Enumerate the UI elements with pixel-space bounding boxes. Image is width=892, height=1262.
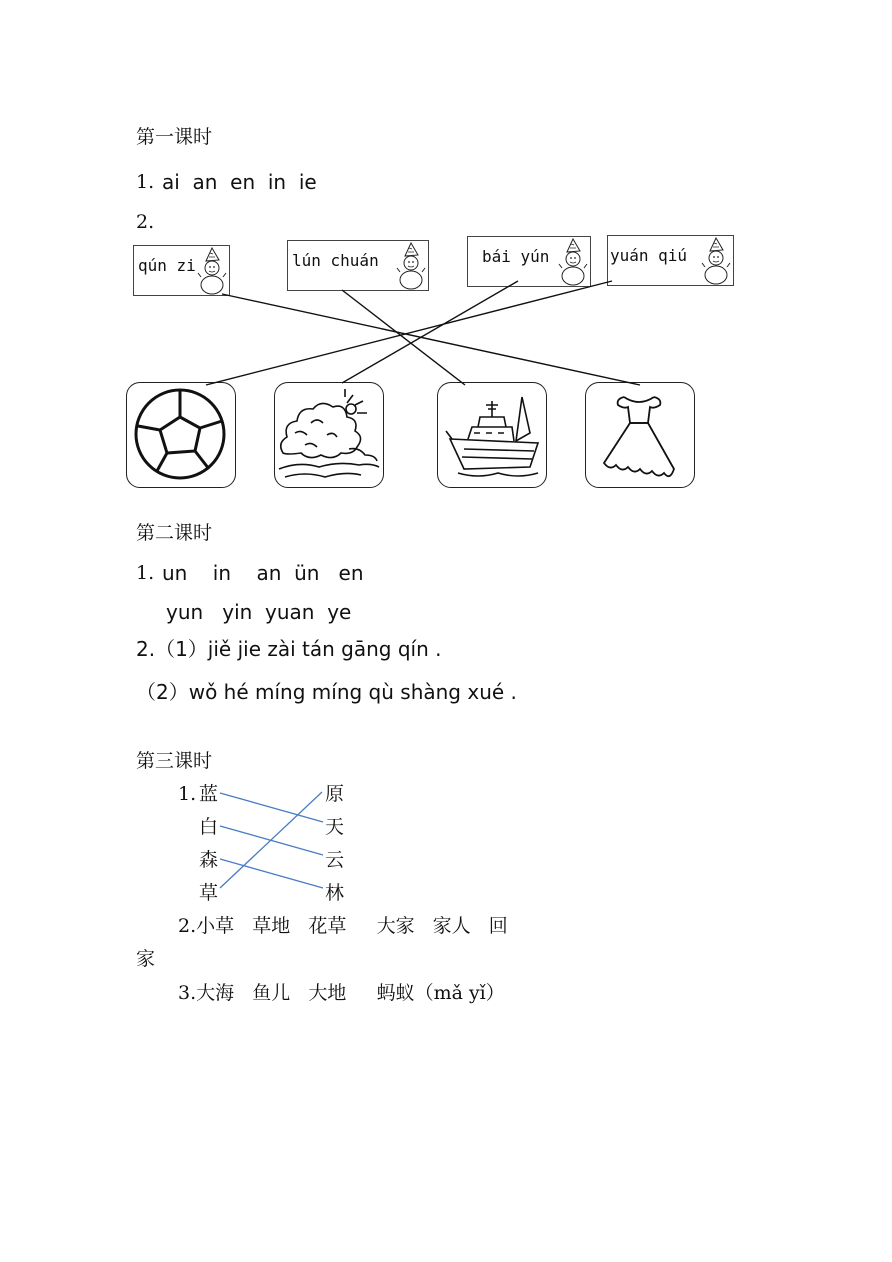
- lesson2-q2-line2: （2）wǒ hé míng míng qù shàng xué .: [136, 680, 517, 704]
- pinyin-card-label: qún zi: [138, 256, 196, 275]
- left-word: 草: [199, 882, 219, 904]
- lesson3-title: 第三课时: [136, 750, 213, 772]
- lesson2-q1-row2: yun yin yuan ye: [166, 600, 352, 624]
- lesson3-q2-wrap: 家: [136, 948, 156, 970]
- right-word: 云: [325, 849, 345, 871]
- lesson2-q1-number: 1.: [136, 562, 155, 584]
- match-line: [220, 793, 323, 822]
- lesson1-q1-answer: ai an en in ie: [162, 170, 317, 194]
- lesson3-q2-line: 2.小草 草地 花草 大家 家人 回: [178, 915, 508, 937]
- lesson1-title: 第一课时: [136, 126, 213, 148]
- lesson1-q2-number: 2.: [136, 211, 155, 233]
- lesson2-title: 第二课时: [136, 522, 213, 544]
- left-word: 蓝: [199, 783, 219, 805]
- lesson3-q1-number: 1.: [178, 783, 197, 805]
- left-word: 白: [199, 816, 219, 838]
- pinyin-card-label: yuán qiú: [610, 246, 688, 265]
- match-line: [220, 826, 323, 855]
- right-word: 天: [325, 816, 345, 838]
- pinyin-card-label: lún chuán: [292, 251, 379, 270]
- right-word: 林: [325, 882, 345, 904]
- lesson2-q2-line1: 2.（1）jiě jie zài tán gāng qín .: [136, 637, 442, 661]
- left-word: 森: [199, 849, 219, 871]
- pinyin-card-label: bái yún: [482, 247, 550, 266]
- lesson3-q3-line: 3.大海 鱼儿 大地 蚂蚁（mǎ yǐ）: [178, 982, 505, 1004]
- lesson1-q1-number: 1.: [136, 171, 155, 193]
- right-word: 原: [325, 783, 345, 805]
- lesson2-q1-row1: un in an ün en: [162, 561, 364, 585]
